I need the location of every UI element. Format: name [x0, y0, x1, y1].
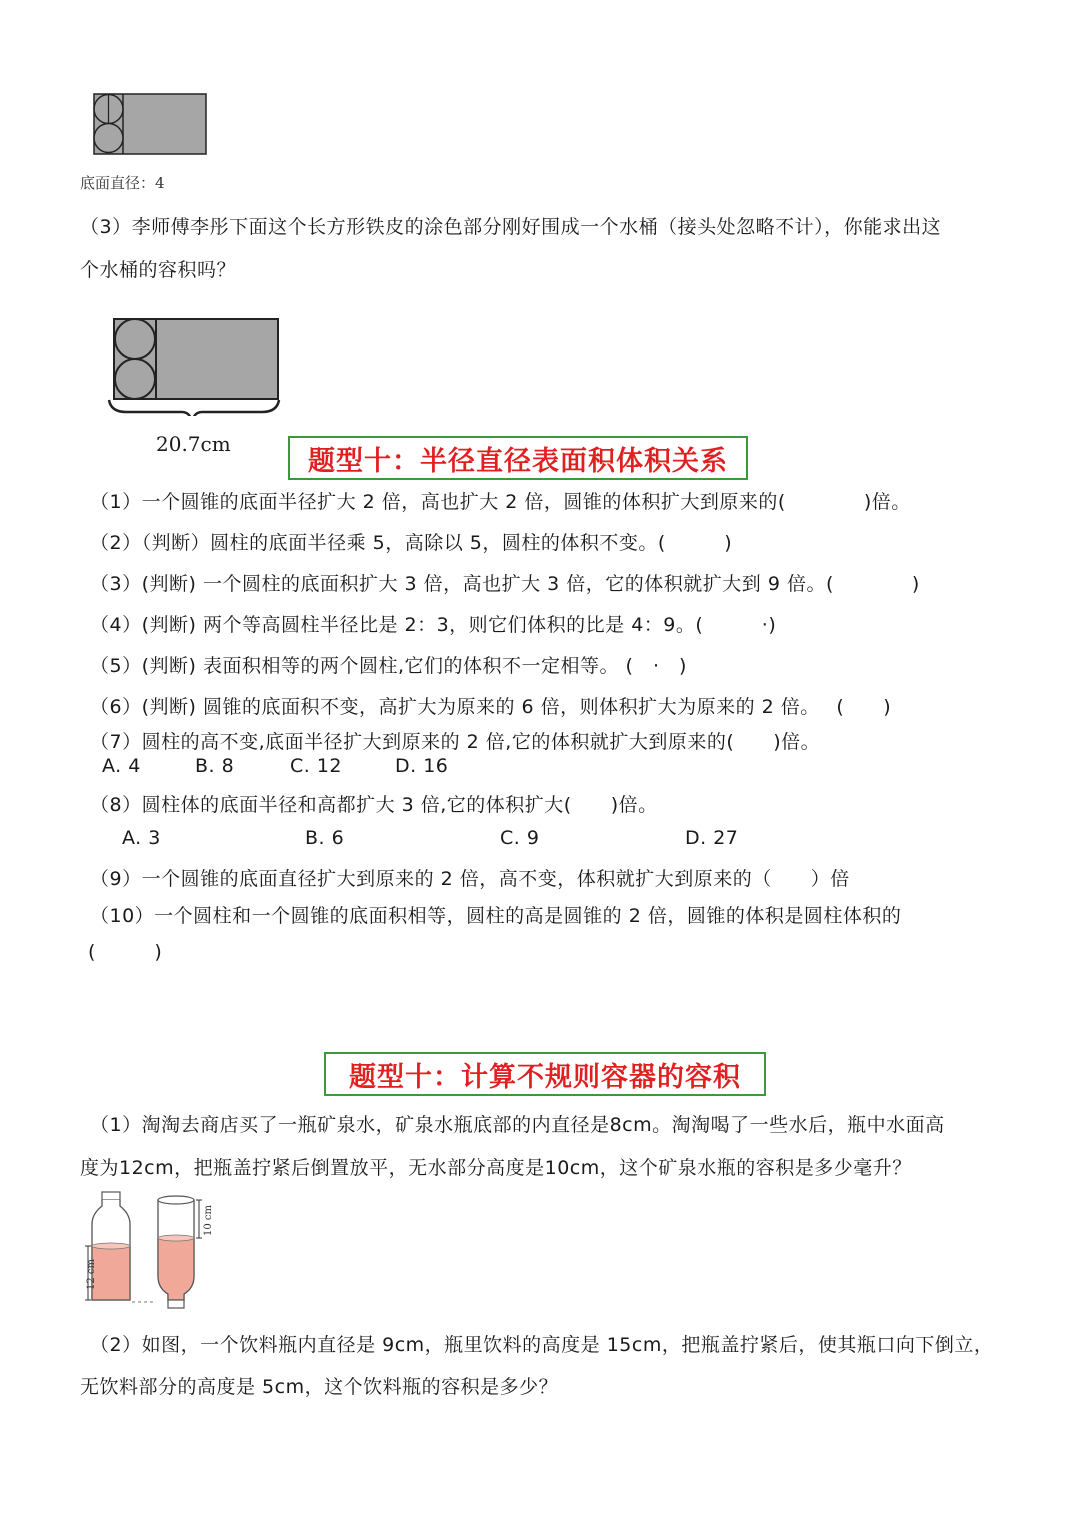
q7-option-c: C. 12 — [290, 755, 343, 777]
s1-item-6: （6）(判断) 圆锥的底面积不变，高扩大为原来的 6 倍，则体积扩大为原来的 2 倍。 ( ) — [90, 696, 892, 718]
q8-option-d: D. 27 — [685, 827, 739, 849]
q8-option-b: B. 6 — [305, 827, 345, 849]
sheet-length-label: 20.7cm — [156, 432, 231, 456]
s1-item-5: （5）(判断) 表面积相等的两个圆柱,它们的体积不一定相等。 ( · ) — [90, 655, 687, 677]
s1-item-10-line1: （10）一个圆柱和一个圆锥的底面积相等，圆柱的高是圆锥的 2 倍，圆锥的体积是圆柱体积的 — [90, 905, 902, 927]
s1-item-7: （7）圆柱的高不变,底面半径扩大到原来的 2 倍,它的体积就扩大到原来的( )倍。 — [90, 731, 821, 753]
bottle-height-label-left: 12 cm — [86, 1259, 97, 1290]
s1-item-3: （3）(判断) 一个圆柱的底面积扩大 3 倍，高也扩大 3 倍，它的体积就扩大到 9 倍。( ) — [90, 573, 920, 595]
s1-item-1: （1）一个圆锥的底面半径扩大 2 倍，高也扩大 2 倍，圆锥的体积扩大到原来的( )倍。 — [90, 491, 911, 513]
bottle-height-label-right: 10 cm — [203, 1205, 214, 1236]
q8-option-c: C. 9 — [500, 827, 540, 849]
s1-item-2: （2）（判断）圆柱的底面半径乘 5，高除以 5，圆柱的体积不变。( ) — [90, 532, 733, 554]
section2-title: 题型十：计算不规则容器的容积 — [324, 1052, 766, 1096]
s1-item-8: （8）圆柱体的底面半径和高都扩大 3 倍,它的体积扩大( )倍。 — [90, 794, 658, 816]
q8-option-a: A. 3 — [122, 827, 161, 849]
bottles-figure — [82, 1190, 222, 1312]
s2-p1-line2: 度为12cm，把瓶盖拧紧后倒置放平，无水部分高度是10cm，这个矿泉水瓶的容积是多少毫升？ — [80, 1157, 912, 1179]
section1-title: 题型十：半径直径表面积体积关系 — [288, 436, 748, 480]
s2-p2-line2: 无饮料部分的高度是 5cm，这个饮料瓶的容积是多少？ — [80, 1376, 559, 1398]
q3-line1: （3）李师傅李彤下面这个长方形铁皮的涂色部分刚好围成一个水桶（接头处忽略不计），你能求出这 — [80, 216, 942, 238]
q7-option-d: D. 16 — [395, 755, 449, 777]
q7-option-a: A. 4 — [102, 755, 141, 777]
top-sheet-figure — [92, 92, 210, 156]
iron-sheet-figure — [104, 316, 284, 416]
q3-line2: 个水桶的容积吗？ — [80, 259, 237, 281]
s1-item-4: （4）(判断) 两个等高圆柱半径比是 2：3，则它们体积的比是 4：9。( ·) — [90, 614, 777, 636]
top-figure-caption: 底面直径：4 — [80, 174, 165, 192]
s2-p2-line1: （2）如图，一个饮料瓶内直径是 9cm，瓶里饮料的高度是 15cm，把瓶盖拧紧后，使其瓶口向下倒立， — [90, 1334, 994, 1356]
s2-p1-line1: （1）淘淘去商店买了一瓶矿泉水，矿泉水瓶底部的内直径是8cm。淘淘喝了一些水后，瓶中水面高 — [90, 1114, 945, 1136]
q7-option-b: B. 8 — [195, 755, 235, 777]
s1-item-9: （9）一个圆锥的底面直径扩大到原来的 2 倍，高不变，体积就扩大到原来的（ ）倍 — [90, 868, 850, 890]
s1-item-10-line2: ( ) — [88, 941, 163, 963]
